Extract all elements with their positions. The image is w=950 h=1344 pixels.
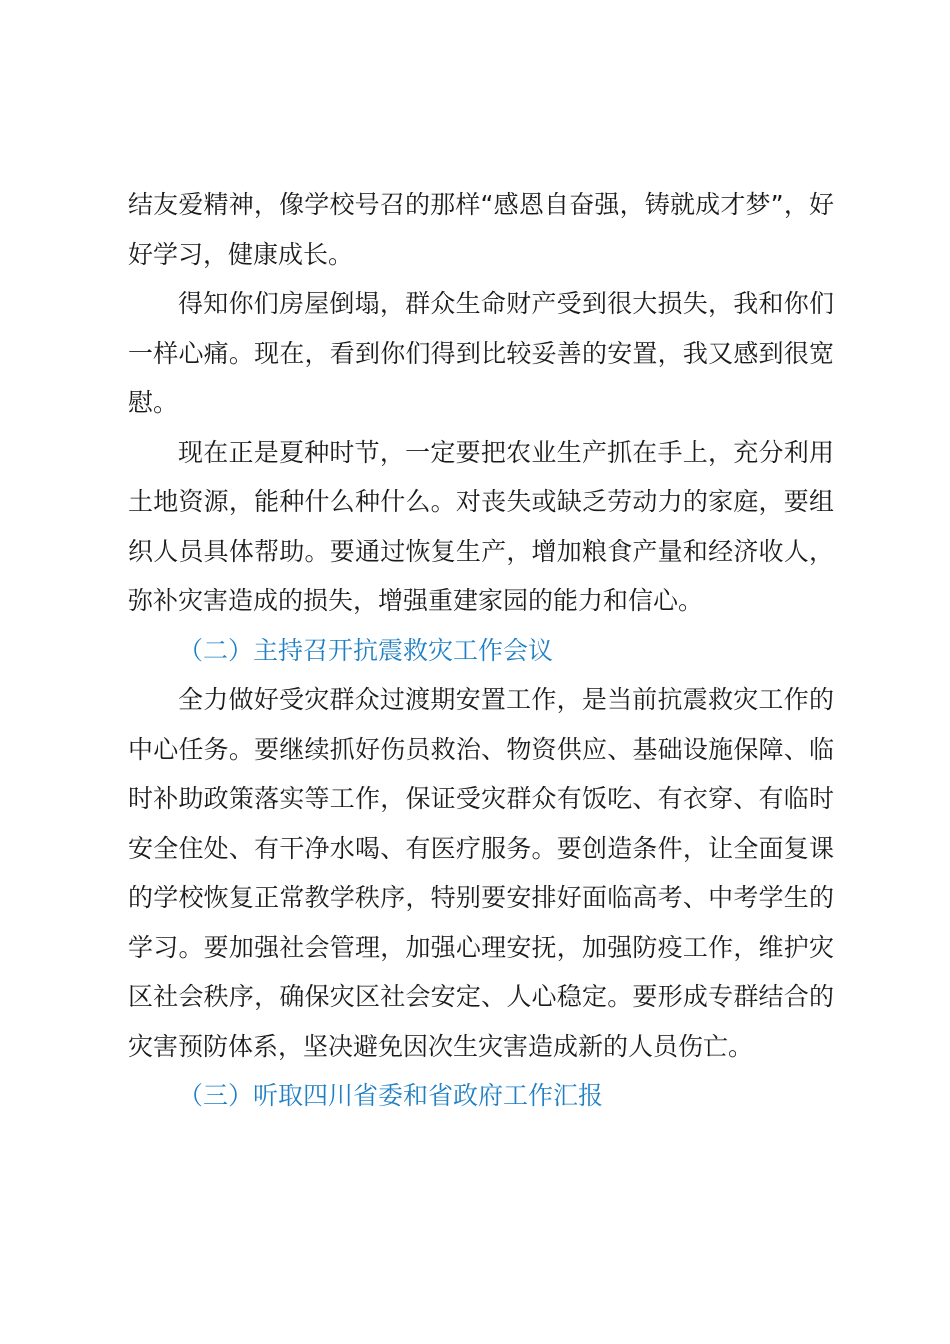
section-heading-report: （三）听取四川省委和省政府工作汇报 — [178, 1081, 604, 1110]
section-heading-meeting: （二）主持召开抗震救灾工作会议 — [178, 635, 554, 665]
paragraph-continued: 结友爱精神，像学校号召的那样“感恩自奋强，铸就成才梦”，好好学习，健康成长。 — [128, 190, 834, 269]
paragraph-transition-resettlement: 全力做好受灾群众过渡期安置工作，是当前抗震救灾工作的中心任务。要继续抓好伤员救治、物资供应、基础设施保障、临时补助政策落实等工作，保证受灾群众有饭吃、有衣穿、有临时安全住处、有干净水喝、有医疗服务。要创造条件，让全面复课的学校恢复正常教学秩序，特别要安排好面临高考、中考学生的学习。要加强社会管理，加强心理安抚，加强防疫工作，维护灾区社会秩序，确保灾区社会安定、人心稳定。要形成专群结合的灾害预防体系，坚决避免因次生灾害造成新的人员伤亡。 — [128, 685, 834, 1061]
paragraph-summer-planting: 现在正是夏种时节，一定要把农业生产抓在手上，充分利用土地资源，能种什么种什么。对丧失或缺乏劳动力的家庭，要组织人员具体帮助。要通过恢复生产，增加粮食产量和经济收人，弥补灾害造成的损失，增强重建家园的能力和信心。 — [128, 437, 834, 615]
paragraph-house-collapse: 得知你们房屋倒塌，群众生命财产受到很大损失，我和你们一样心痛。现在，看到你们得到比较妥善的安置，我又感到很宽慰。 — [128, 289, 834, 417]
document-body — [128, 180, 834, 1121]
